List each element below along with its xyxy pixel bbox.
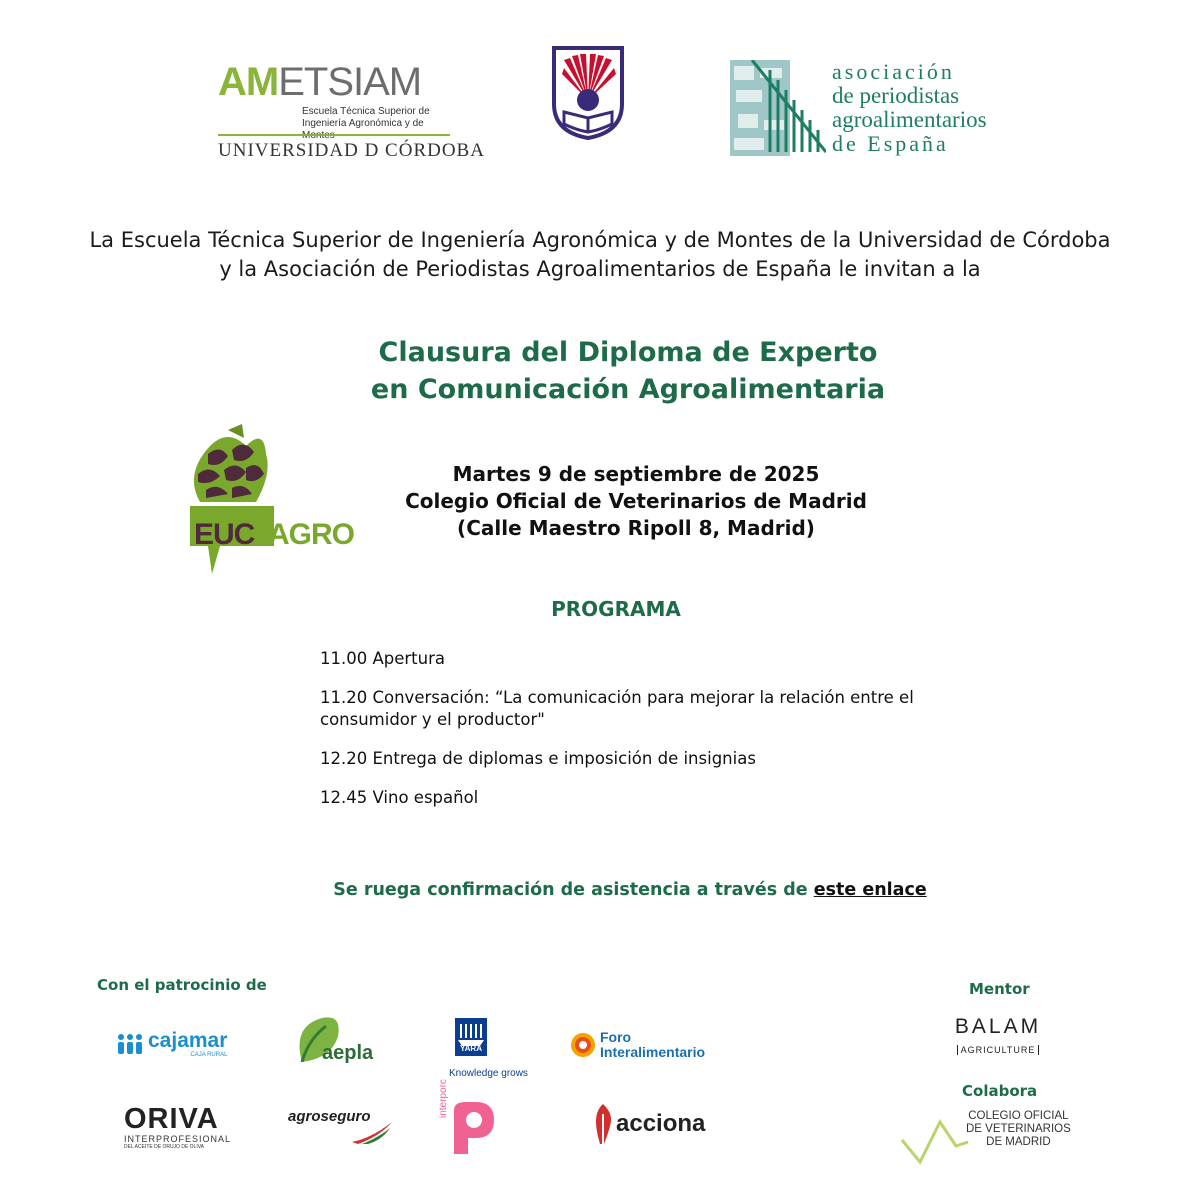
yara-logo: [447, 1018, 547, 1082]
balam-name: BALAM: [954, 1015, 1042, 1038]
program-heading: PROGRAMA: [551, 597, 681, 621]
event-details: [330, 461, 942, 542]
event-title: [300, 334, 956, 408]
colegio-name: [966, 1110, 1071, 1149]
event-title-line-2: en Comunicación Agroalimentaria: [370, 374, 886, 405]
cajamar-logo: [116, 1030, 227, 1058]
colegio-line-3: DE MADRID: [986, 1136, 1051, 1148]
sponsors-label: Con el patrocinio de: [97, 976, 267, 994]
aepla-logo: [292, 1016, 388, 1066]
interporc-name: interporc: [438, 1079, 449, 1118]
balam-sub: AGRICULTURE: [957, 1045, 1040, 1055]
etsiam-mark-a: AM: [218, 60, 279, 104]
cajamar-name: cajamar: [148, 1029, 228, 1052]
program-item: 12.20 Entrega de diplomas e imposición de insignias: [320, 749, 756, 768]
event-venue: Colegio Oficial de Veterinarios de Madrid: [405, 489, 867, 513]
event-date: Martes 9 de septiembre de 2025: [452, 462, 820, 486]
agroseguro-logo: [288, 1108, 392, 1144]
foro-line-2: Interalimentario: [600, 1044, 706, 1060]
cajamar-sub: CAJA RURAL: [190, 1052, 228, 1058]
colegio-line-1: COLEGIO OFICIAL: [968, 1110, 1069, 1122]
eucagro-euc: EUC: [194, 518, 255, 551]
yara-name: YARA: [460, 1044, 482, 1053]
program-list: [320, 648, 960, 826]
apae-line-4: de España: [832, 131, 949, 156]
etsiam-divider: [218, 134, 450, 136]
cajamar-people-icon: [116, 1033, 144, 1055]
eucagro-logo: [180, 424, 354, 576]
artichoke-icon: [180, 424, 336, 576]
oriva-sub-2: DEL ACEITE DE ORUJO DE OLIVA: [124, 1144, 205, 1150]
apae-logo: [730, 59, 987, 156]
colegio-mark-icon: [900, 1116, 970, 1166]
interporc-p-icon: [452, 1102, 496, 1154]
apae-line-3: agroalimentarios: [832, 107, 987, 132]
apae-name: [832, 60, 987, 156]
acciona-tree-icon: [592, 1104, 614, 1144]
yara-tagline: Knowledge grows: [449, 1068, 528, 1079]
oriva-logo: [124, 1104, 234, 1156]
mentor-label: Mentor: [969, 980, 1030, 998]
agroseguro-name: agroseguro: [288, 1108, 371, 1125]
apae-line-2: de periodistas: [832, 83, 960, 108]
apae-line-1: asociación: [832, 59, 955, 84]
oriva-name: ORIVA: [124, 1103, 219, 1135]
acciona-logo: [592, 1104, 705, 1144]
eucagro-agro: AGRO: [268, 518, 354, 551]
rsvp-line: [250, 880, 1010, 900]
balam-logo: [952, 1016, 1044, 1057]
etsiam-wordmark: [218, 60, 421, 105]
oriva-sub-1: INTERPROFESIONAL: [124, 1134, 232, 1144]
etsiam-university: UNIVERSIDAD D CÓRDOBA: [218, 140, 485, 161]
foro-logo: [570, 1030, 705, 1060]
etsiam-subtitle: [302, 106, 450, 142]
aepla-name: aepla: [322, 1042, 374, 1064]
program-item: 11.20 Conversación: “La comunicación para mejorar la relación entre el consumidor y el productor": [320, 688, 914, 729]
event-address: (Calle Maestro Ripoll 8, Madrid): [457, 516, 815, 540]
acciona-name: acciona: [616, 1110, 706, 1137]
etsiam-sub-1: Escuela Técnica Superior de: [302, 106, 430, 117]
agroseguro-swoosh-icon: [352, 1122, 392, 1144]
invitation-intro: La Escuela Técnica Superior de Ingeniería Agronómica y de Montes de la Universidad de Córdoba y la Asociación de Periodistas Agroalimentarios de España le invitan a la: [89, 228, 1111, 281]
program-item: 11.00 Apertura: [320, 649, 445, 668]
rsvp-text: Se ruega confirmación de asistencia a través de: [333, 880, 808, 900]
colegio-line-2: DE VETERINARIOS: [966, 1123, 1071, 1135]
event-title-line-1: Clausura del Diploma de Experto: [378, 337, 878, 368]
foro-line-1: Foro: [600, 1029, 632, 1045]
colegio-veterinarios-logo: [900, 1106, 1080, 1166]
university-shield-logo: [550, 44, 626, 140]
rsvp-link[interactable]: este enlace: [813, 880, 927, 900]
interporc-logo: [438, 1079, 498, 1158]
colabora-label: Colabora: [962, 1082, 1038, 1100]
program-item: 12.45 Vino español: [320, 788, 479, 807]
etsiam-logo: [218, 60, 485, 162]
foro-target-icon: [570, 1032, 596, 1058]
etsiam-mark-b: ETSIAM: [278, 60, 422, 104]
etsiam-sub-2: Ingeniería Agronómica y de: [302, 118, 424, 129]
apae-emblem-icon: [730, 60, 826, 156]
